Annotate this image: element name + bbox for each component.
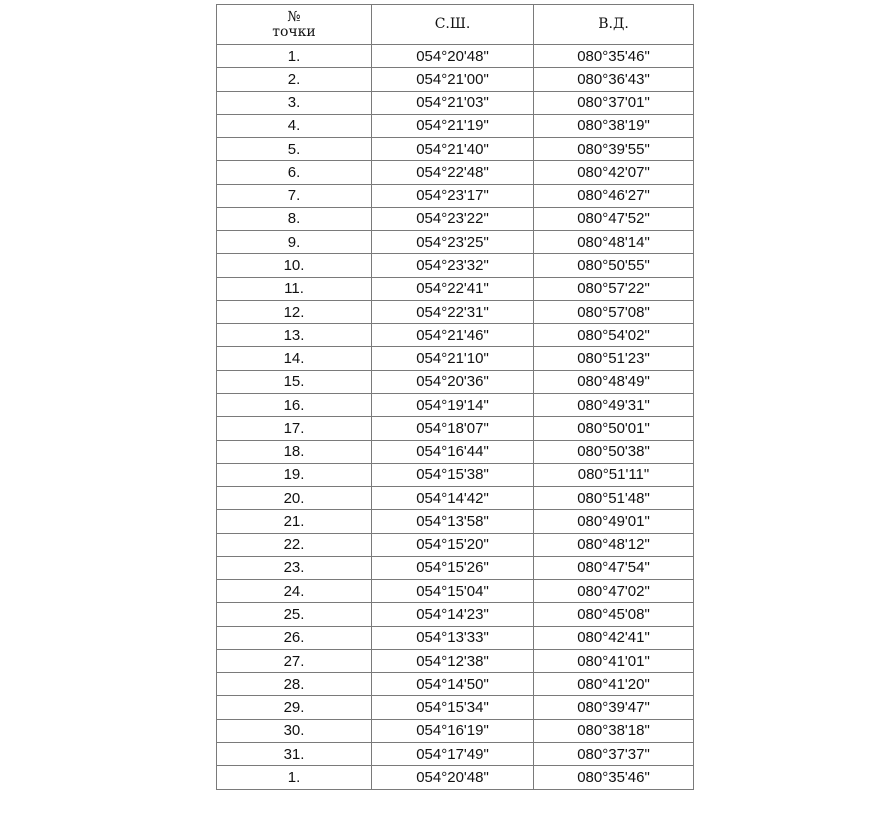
latitude-cell: 054°20'36" [372, 370, 534, 393]
coordinates-table [216, 4, 694, 790]
latitude-cell: 054°16'19" [372, 719, 534, 742]
longitude-cell: 080°47'02" [534, 580, 694, 603]
table-row [217, 184, 694, 207]
longitude-cell: 080°51'11" [534, 463, 694, 486]
point-number-cell: 24. [217, 580, 372, 603]
latitude-cell: 054°22'31" [372, 300, 534, 323]
latitude-cell: 054°23'17" [372, 184, 534, 207]
longitude-cell: 080°47'54" [534, 556, 694, 579]
table-header [217, 5, 694, 45]
point-number-cell: 1. [217, 45, 372, 68]
table-row [217, 463, 694, 486]
longitude-cell: 080°48'12" [534, 533, 694, 556]
point-number-cell: 20. [217, 487, 372, 510]
latitude-cell: 054°15'20" [372, 533, 534, 556]
point-number-cell: 12. [217, 300, 372, 323]
table-row [217, 370, 694, 393]
latitude-cell: 054°15'38" [372, 463, 534, 486]
point-number-cell: 27. [217, 649, 372, 672]
latitude-cell: 054°21'46" [372, 324, 534, 347]
longitude-cell: 080°37'01" [534, 91, 694, 114]
latitude-cell: 054°23'25" [372, 231, 534, 254]
latitude-cell: 054°16'44" [372, 440, 534, 463]
point-number-cell: 26. [217, 626, 372, 649]
latitude-cell: 054°14'50" [372, 673, 534, 696]
longitude-cell: 080°48'49" [534, 370, 694, 393]
header-point-number [217, 5, 372, 45]
table-row [217, 393, 694, 416]
latitude-cell: 054°12'38" [372, 649, 534, 672]
point-number-cell: 25. [217, 603, 372, 626]
table-row [217, 277, 694, 300]
table-row [217, 114, 694, 137]
point-number-cell: 30. [217, 719, 372, 742]
longitude-cell: 080°38'19" [534, 114, 694, 137]
table-row [217, 766, 694, 789]
latitude-cell: 054°15'26" [372, 556, 534, 579]
table-row [217, 300, 694, 323]
point-number-cell: 13. [217, 324, 372, 347]
point-number-cell: 16. [217, 393, 372, 416]
table-row [217, 673, 694, 696]
table-row [217, 603, 694, 626]
longitude-cell: 080°49'01" [534, 510, 694, 533]
table-row [217, 231, 694, 254]
table-row [217, 510, 694, 533]
latitude-cell: 054°15'04" [372, 580, 534, 603]
longitude-cell: 080°49'31" [534, 393, 694, 416]
longitude-cell: 080°42'41" [534, 626, 694, 649]
table-row [217, 719, 694, 742]
latitude-cell: 054°18'07" [372, 417, 534, 440]
table-row [217, 580, 694, 603]
longitude-cell: 080°35'46" [534, 766, 694, 789]
longitude-cell: 080°39'55" [534, 138, 694, 161]
latitude-cell: 054°21'10" [372, 347, 534, 370]
latitude-cell: 054°20'48" [372, 45, 534, 68]
point-number-cell: 14. [217, 347, 372, 370]
table-row [217, 556, 694, 579]
point-number-cell: 6. [217, 161, 372, 184]
longitude-cell: 080°37'37" [534, 742, 694, 765]
table-row [217, 533, 694, 556]
latitude-cell: 054°19'14" [372, 393, 534, 416]
latitude-cell: 054°15'34" [372, 696, 534, 719]
longitude-cell: 080°46'27" [534, 184, 694, 207]
point-number-cell: 19. [217, 463, 372, 486]
header-latitude: С.Ш. [372, 5, 534, 45]
point-number-cell: 23. [217, 556, 372, 579]
longitude-cell: 080°41'20" [534, 673, 694, 696]
table-row [217, 324, 694, 347]
table-row [217, 254, 694, 277]
latitude-cell: 054°13'58" [372, 510, 534, 533]
point-number-cell: 9. [217, 231, 372, 254]
table-row [217, 161, 694, 184]
point-number-cell: 31. [217, 742, 372, 765]
point-number-cell: 4. [217, 114, 372, 137]
latitude-cell: 054°22'41" [372, 277, 534, 300]
header-point-word: точки [272, 23, 316, 40]
latitude-cell: 054°23'32" [372, 254, 534, 277]
point-number-cell: 15. [217, 370, 372, 393]
point-number-cell: 5. [217, 138, 372, 161]
header-number-sign: № [287, 8, 301, 25]
longitude-cell: 080°51'23" [534, 347, 694, 370]
latitude-cell: 054°21'00" [372, 68, 534, 91]
point-number-cell: 17. [217, 417, 372, 440]
table-row [217, 45, 694, 68]
longitude-cell: 080°50'38" [534, 440, 694, 463]
longitude-cell: 080°57'22" [534, 277, 694, 300]
longitude-cell: 080°42'07" [534, 161, 694, 184]
table-row [217, 487, 694, 510]
longitude-cell: 080°36'43" [534, 68, 694, 91]
longitude-cell: 080°54'02" [534, 324, 694, 347]
point-number-cell: 29. [217, 696, 372, 719]
table-body [217, 45, 694, 790]
point-number-cell: 7. [217, 184, 372, 207]
point-number-cell: 18. [217, 440, 372, 463]
point-number-cell: 1. [217, 766, 372, 789]
latitude-cell: 054°17'49" [372, 742, 534, 765]
point-number-cell: 28. [217, 673, 372, 696]
longitude-cell: 080°48'14" [534, 231, 694, 254]
latitude-cell: 054°22'48" [372, 161, 534, 184]
point-number-cell: 10. [217, 254, 372, 277]
longitude-cell: 080°57'08" [534, 300, 694, 323]
table-row [217, 207, 694, 230]
table-row [217, 626, 694, 649]
header-row [217, 5, 694, 45]
longitude-cell: 080°41'01" [534, 649, 694, 672]
latitude-cell: 054°21'40" [372, 138, 534, 161]
longitude-cell: 080°39'47" [534, 696, 694, 719]
table-row [217, 696, 694, 719]
latitude-cell: 054°21'19" [372, 114, 534, 137]
point-number-cell: 8. [217, 207, 372, 230]
longitude-cell: 080°51'48" [534, 487, 694, 510]
point-number-cell: 22. [217, 533, 372, 556]
latitude-cell: 054°14'42" [372, 487, 534, 510]
header-longitude: В.Д. [534, 5, 694, 45]
longitude-cell: 080°35'46" [534, 45, 694, 68]
latitude-cell: 054°13'33" [372, 626, 534, 649]
table-row [217, 440, 694, 463]
point-number-cell: 3. [217, 91, 372, 114]
table-row [217, 68, 694, 91]
longitude-cell: 080°50'55" [534, 254, 694, 277]
longitude-cell: 080°47'52" [534, 207, 694, 230]
point-number-cell: 11. [217, 277, 372, 300]
longitude-cell: 080°50'01" [534, 417, 694, 440]
table-row [217, 347, 694, 370]
point-number-cell: 2. [217, 68, 372, 91]
table-row [217, 91, 694, 114]
point-number-cell: 21. [217, 510, 372, 533]
table-row [217, 649, 694, 672]
table-row [217, 138, 694, 161]
longitude-cell: 080°45'08" [534, 603, 694, 626]
latitude-cell: 054°20'48" [372, 766, 534, 789]
latitude-cell: 054°21'03" [372, 91, 534, 114]
table-row [217, 417, 694, 440]
table-row [217, 742, 694, 765]
latitude-cell: 054°23'22" [372, 207, 534, 230]
latitude-cell: 054°14'23" [372, 603, 534, 626]
longitude-cell: 080°38'18" [534, 719, 694, 742]
